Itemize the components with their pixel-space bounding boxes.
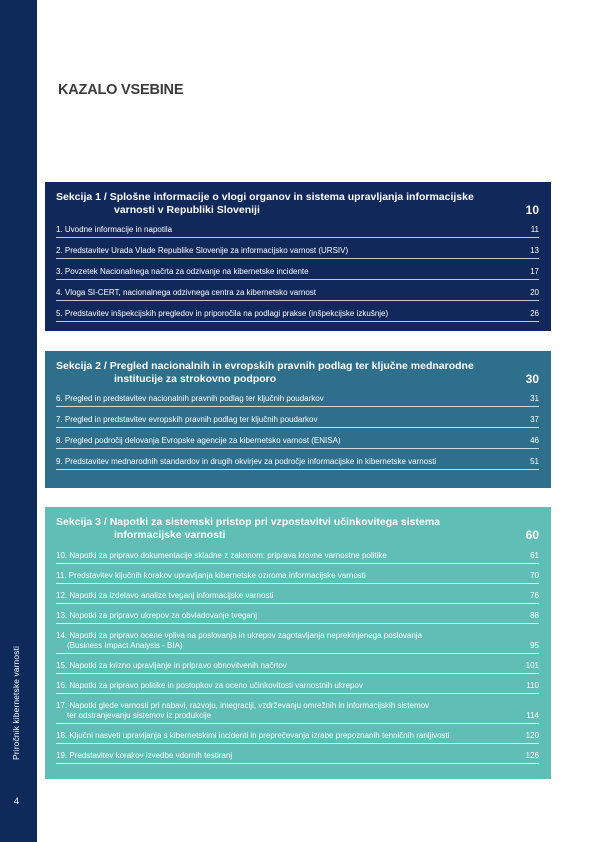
section-title-line2: informacijske varnosti bbox=[114, 529, 226, 541]
section-page-number: 10 bbox=[525, 203, 539, 217]
toc-entry[interactable] bbox=[56, 309, 539, 322]
section-title bbox=[56, 516, 505, 542]
toc-entry[interactable] bbox=[56, 701, 539, 724]
side-strip bbox=[0, 0, 37, 842]
toc-entry[interactable] bbox=[56, 436, 539, 449]
toc-entry-text: 6. Pregled in predstavitev nacionalnih pravnih podlag ter ključnih poudarkov bbox=[56, 394, 324, 403]
toc-entry[interactable] bbox=[56, 571, 539, 584]
toc-entry[interactable] bbox=[56, 394, 539, 407]
toc-entry-page: 20 bbox=[530, 288, 539, 297]
toc-entry-text: 2. Predstavitev Urada Vlade Republike Slovenije za informacijsko varnost (URSIV) bbox=[56, 246, 349, 255]
toc-entry[interactable] bbox=[56, 267, 539, 280]
toc-entry-page: 120 bbox=[525, 731, 539, 740]
toc-entry[interactable] bbox=[56, 551, 539, 564]
toc-entry-text-line2: (Business Impact Analysis - BIA) bbox=[67, 641, 183, 650]
toc-entry-text: 12. Napotki za izdelavo analize tveganj informacijske varnosti bbox=[56, 591, 274, 600]
toc-entry-page: 88 bbox=[530, 611, 539, 620]
toc-entry-text: 8. Pregled področij delovanja Evropske agencije za kibernetsko varnost (ENISA) bbox=[56, 436, 341, 445]
toc-entry-page: 51 bbox=[530, 457, 539, 466]
toc-entry-text: 7. Pregled in predstavitev evropskih pravnih podlag ter ključnih poudarkov bbox=[56, 415, 318, 424]
toc-entry-text: 11. Predstavitev ključnih korakov upravljanja kibernetske oziroma informacijske varnosti bbox=[56, 571, 366, 580]
toc-entry-text-line1: 14. Napotki za pripravo ocene vpliva na poslovanja in ukrepov zagotavljanja neprekinjenega poslovanja bbox=[56, 631, 423, 640]
toc-entry-page: 17 bbox=[530, 267, 539, 276]
toc-entry-text: 9. Predstavitev mednarodnih standardov in drugih okvirjev za področje informacijske in kibernetske varnosti bbox=[56, 457, 437, 466]
toc-entry-page: 37 bbox=[530, 415, 539, 424]
toc-entry[interactable] bbox=[56, 457, 539, 470]
section-page-number: 60 bbox=[525, 528, 539, 542]
toc-entry-page: 76 bbox=[530, 591, 539, 600]
section-label: Sekcija 2 / bbox=[56, 360, 110, 372]
toc-entry[interactable] bbox=[56, 246, 539, 259]
toc-entry-text: 5. Predstavitev inšpekcijskih pregledov in priporočila na podlagi prakse (inšpekcijske izkušnje) bbox=[56, 309, 389, 318]
toc-heading: KAZALO VSEBINE bbox=[58, 82, 184, 98]
document-title-vertical: Priročnik kibernetske varnosti bbox=[11, 645, 21, 760]
toc-entry[interactable] bbox=[56, 288, 539, 301]
toc-entry-page: 26 bbox=[530, 309, 539, 318]
toc-entry-page: 46 bbox=[530, 436, 539, 445]
section-title-line2: varnosti v Republiki Sloveniji bbox=[114, 204, 260, 216]
section-2-panel bbox=[45, 351, 551, 488]
section-header[interactable] bbox=[56, 516, 539, 542]
toc-entry-text: 19. Predstavitev korakov izvedbe vdornih testiranj bbox=[56, 751, 233, 760]
toc-entry-text bbox=[56, 701, 505, 721]
toc-entry-text bbox=[56, 631, 505, 651]
toc-entry-text: 18. Ključni nasveti upravljanja s kibernetskimi incidenti in preprečevanja izrabe prepoznanih tehničnih ranljivosti bbox=[56, 731, 450, 740]
toc-items bbox=[56, 551, 539, 764]
toc-entry[interactable] bbox=[56, 631, 539, 654]
toc-entry-page: 13 bbox=[530, 246, 539, 255]
toc-entry-text-line2: ter odstranjevanju sistemov iz produkcije bbox=[67, 711, 212, 720]
page-number: 4 bbox=[14, 796, 20, 806]
toc-entry-page: 114 bbox=[526, 711, 539, 720]
toc-entry-page: 110 bbox=[526, 681, 539, 690]
toc-items bbox=[56, 225, 539, 322]
toc-entry-page: 101 bbox=[525, 661, 539, 670]
section-title-line1: Pregled nacionalnih in evropskih pravnih podlag ter ključne mednarodne bbox=[109, 360, 474, 372]
toc-entry-page: 126 bbox=[525, 751, 539, 760]
section-title-line1: Splošne informacije o vlogi organov in sistema upravljanja informacijske bbox=[109, 191, 474, 203]
toc-entry[interactable] bbox=[56, 415, 539, 428]
toc-entry[interactable] bbox=[56, 225, 539, 238]
toc-entry-page: 61 bbox=[530, 551, 539, 560]
toc-entry-text: 3. Povzetek Nacionalnega načrta za odzivanje na kibernetske incidente bbox=[56, 267, 309, 276]
toc-entry[interactable] bbox=[56, 731, 539, 744]
section-header[interactable] bbox=[56, 191, 539, 217]
section-title-line1: Napotki za sistemski pristop pri vzpostavitvi učinkovitega sistema bbox=[109, 516, 440, 528]
section-3-panel bbox=[45, 507, 551, 779]
section-label: Sekcija 1 / bbox=[56, 191, 110, 203]
toc-items bbox=[56, 394, 539, 470]
toc-entry[interactable] bbox=[56, 591, 539, 604]
section-1-panel bbox=[45, 182, 551, 331]
toc-entry[interactable] bbox=[56, 611, 539, 624]
toc-entry-text-line1: 17. Napotki glede varnosti pri nabavi, razvoju, integraciji, vzdrževanju omrežnih in informacijskih sistemov bbox=[56, 701, 430, 710]
section-title bbox=[56, 360, 505, 386]
toc-entry-text: 15. Napotki za krizno upravljanje in pripravo obnovitvenih načrtov bbox=[56, 661, 287, 670]
section-title-line2: institucije za strokovno podporo bbox=[114, 373, 277, 385]
toc-entry-text: 4. Vloga SI-CERT, nacionalnega odzivnega centra za kibernetsko varnost bbox=[56, 288, 317, 297]
toc-entry-text: 13. Napotki za pripravo ukrepov za obvladovanje tveganj bbox=[56, 611, 258, 620]
section-header[interactable] bbox=[56, 360, 539, 386]
toc-entry-page: 95 bbox=[530, 641, 539, 650]
section-page-number: 30 bbox=[525, 372, 539, 386]
toc-entry-page: 11 bbox=[530, 225, 539, 234]
section-label: Sekcija 3 / bbox=[56, 516, 110, 528]
toc-entry[interactable] bbox=[56, 751, 539, 764]
toc-entry-text: 10. Napotki za pripravo dokumentacije skladne z zakonom: priprava krovne varnostne politike bbox=[56, 551, 387, 560]
toc-entry[interactable] bbox=[56, 681, 539, 694]
toc-entry-text: 16. Napotki za pripravo politike in postopkov za oceno učinkovitosti varnostnih ukrepov bbox=[56, 681, 363, 690]
toc-entry-page: 31 bbox=[530, 394, 539, 403]
toc-entry[interactable] bbox=[56, 661, 539, 674]
toc-entry-text: 1. Uvodne informacije in napotila bbox=[56, 225, 173, 234]
toc-entry-page: 70 bbox=[530, 571, 539, 580]
section-title bbox=[56, 191, 505, 217]
